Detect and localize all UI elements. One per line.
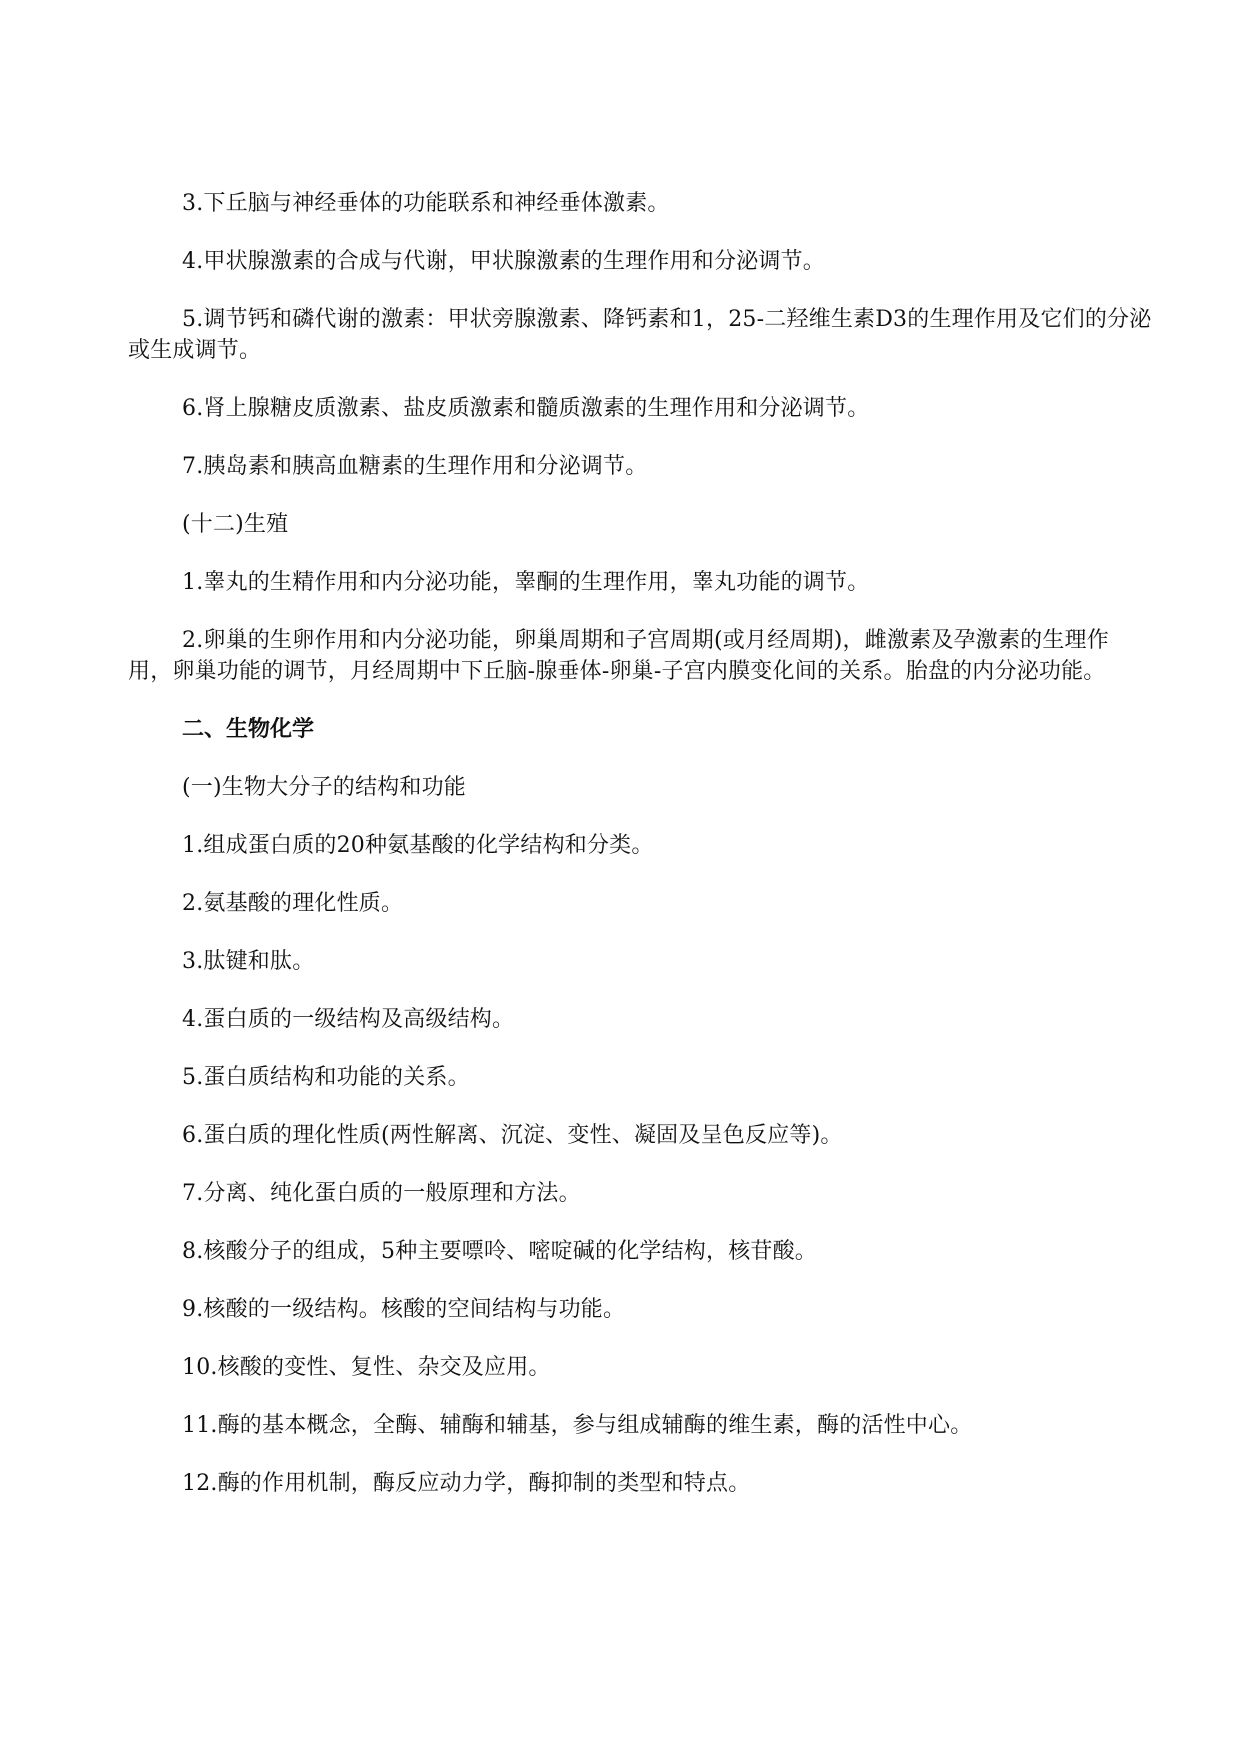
paragraph: 3.下丘脑与神经垂体的功能联系和神经垂体激素。 — [182, 191, 670, 216]
paragraph: 5.蛋白质结构和功能的关系。 — [182, 1065, 470, 1090]
paragraph: 10.核酸的变性、复性、杂交及应用。 — [182, 1355, 551, 1380]
paragraph: 5.调节钙和磷代谢的激素：甲状旁腺激素、降钙素和1，25-二羟维生素D3的生理作用及它们的分泌或生成调节。 — [128, 307, 1152, 363]
section-heading: 二、生物化学 — [182, 717, 315, 742]
paragraph: 8.核酸分子的组成，5种主要嘌呤、嘧啶碱的化学结构，核苷酸。 — [182, 1239, 817, 1264]
document-body — [128, 188, 1153, 1526]
subsection-title: (十二)生殖 — [182, 512, 289, 537]
paragraph: 11.酶的基本概念，全酶、辅酶和辅基，参与组成辅酶的维生素，酶的活性中心。 — [182, 1413, 973, 1438]
subsection-title: (一)生物大分子的结构和功能 — [182, 775, 466, 800]
paragraph: 7.胰岛素和胰高血糖素的生理作用和分泌调节。 — [182, 454, 648, 479]
paragraph: 6.蛋白质的理化性质(两性解离、沉淀、变性、凝固及呈色反应等)。 — [182, 1123, 843, 1148]
paragraph: 3.肽键和肽。 — [182, 949, 315, 974]
paragraph: 4.蛋白质的一级结构及高级结构。 — [182, 1007, 515, 1032]
paragraph: 12.酶的作用机制，酶反应动力学，酶抑制的类型和特点。 — [182, 1471, 751, 1496]
paragraph: 9.核酸的一级结构。核酸的空间结构与功能。 — [182, 1297, 626, 1322]
paragraph: 2.卵巢的生卵作用和内分泌功能，卵巢周期和子宫周期(或月经周期)，雌激素及孕激素的生理作用，卵巢功能的调节，月经周期中下丘脑-腺垂体-卵巢-子宫内膜变化间的关系。胎盘的内分泌功能。 — [128, 628, 1109, 684]
paragraph: 6.肾上腺糖皮质激素、盐皮质激素和髓质激素的生理作用和分泌调节。 — [182, 396, 870, 421]
paragraph: 4.甲状腺激素的合成与代谢，甲状腺激素的生理作用和分泌调节。 — [182, 249, 825, 274]
paragraph: 1.组成蛋白质的20种氨基酸的化学结构和分类。 — [182, 833, 654, 858]
paragraph: 1.睾丸的生精作用和内分泌功能，睾酮的生理作用，睾丸功能的调节。 — [182, 570, 870, 595]
paragraph: 7.分离、纯化蛋白质的一般原理和方法。 — [182, 1181, 581, 1206]
paragraph: 2.氨基酸的理化性质。 — [182, 891, 404, 916]
